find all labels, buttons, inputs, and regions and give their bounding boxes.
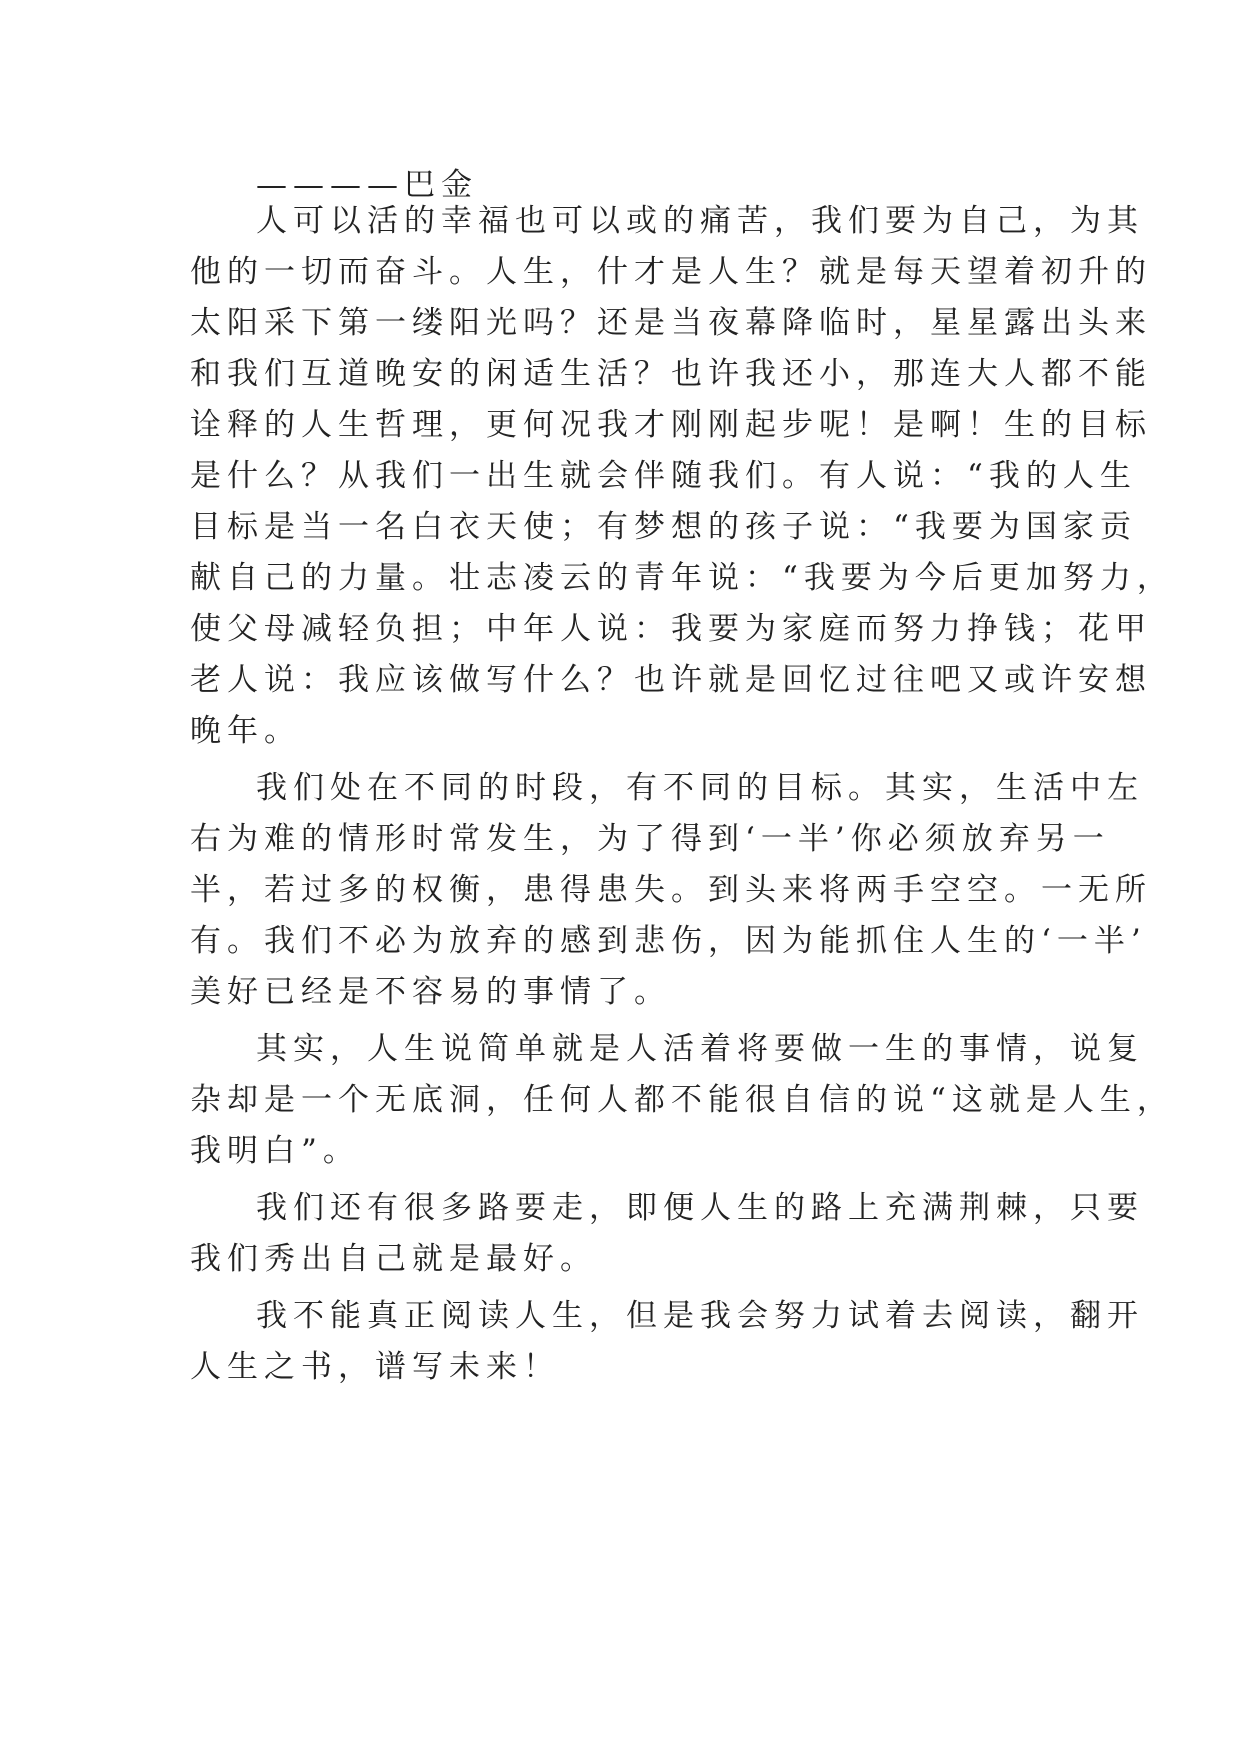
- paragraph-1-line-8: 献自己的力量。壮志凌云的青年说：“我要为今后更加努力，: [190, 560, 1174, 596]
- paragraph-1-line-3: 太阳采下第一缕阳光吗？还是当夜幕降临时，星星露出头来: [190, 305, 1152, 341]
- paragraph-3-line-2: 杂却是一个无底洞，任何人都不能很自信的说“这就是人生，: [190, 1082, 1174, 1118]
- document-page: [190, 0, 1174, 1754]
- paragraph-1-line-5: 诠释的人生哲理，更何况我才刚刚起步呢！是啊！生的目标: [190, 407, 1152, 443]
- paragraph-2-line-5: 美好已经是不容易的事情了。: [190, 974, 671, 1010]
- paragraph-3-line-3: 我明白”。: [190, 1133, 360, 1169]
- paragraph-2-line-3: 半，若过多的权衡，患得患失。到头来将两手空空。一无所: [190, 872, 1152, 908]
- author-line: ————巴金: [256, 167, 478, 203]
- paragraph-5-line-1: 我不能真正阅读人生，但是我会努力试着去阅读，翻开: [256, 1298, 1144, 1334]
- paragraph-1-line-1: 人可以活的幸福也可以或的痛苦，我们要为自己，为其: [256, 203, 1144, 239]
- paragraph-1-line-6: 是什么？从我们一出生就会伴随我们。有人说：“我的人生: [190, 458, 1137, 494]
- paragraph-1-line-2: 他的一切而奋斗。人生，什才是人生？就是每天望着初升的: [190, 254, 1152, 290]
- paragraph-2-line-1: 我们处在不同的时段，有不同的目标。其实，生活中左: [256, 770, 1144, 806]
- paragraph-4-line-2: 我们秀出自己就是最好。: [190, 1241, 597, 1277]
- paragraph-2-line-4: 有。我们不必为放弃的感到悲伤，因为能抓住人生的‘一半’: [190, 923, 1147, 959]
- paragraph-2-line-2: 右为难的情形时常发生，为了得到‘一半’你必须放弃另一: [190, 821, 1110, 857]
- paragraph-1-line-9: 使父母减轻负担；中年人说：我要为家庭而努力挣钱；花甲: [190, 611, 1152, 647]
- paragraph-1-line-7: 目标是当一名白衣天使；有梦想的孩子说：“我要为国家贡: [190, 509, 1137, 545]
- paragraph-1-line-4: 和我们互道晚安的闲适生活？也许我还小，那连大人都不能: [190, 356, 1152, 392]
- paragraph-1-line-11: 晚年。: [190, 713, 301, 749]
- paragraph-5-line-2: 人生之书，谱写未来！: [190, 1349, 560, 1385]
- paragraph-4-line-1: 我们还有很多路要走，即便人生的路上充满荆棘，只要: [256, 1190, 1144, 1226]
- paragraph-3-line-1: 其实，人生说简单就是人活着将要做一生的事情，说复: [256, 1031, 1144, 1067]
- paragraph-1-line-10: 老人说：我应该做写什么？也许就是回忆过往吧又或许安想: [190, 662, 1152, 698]
